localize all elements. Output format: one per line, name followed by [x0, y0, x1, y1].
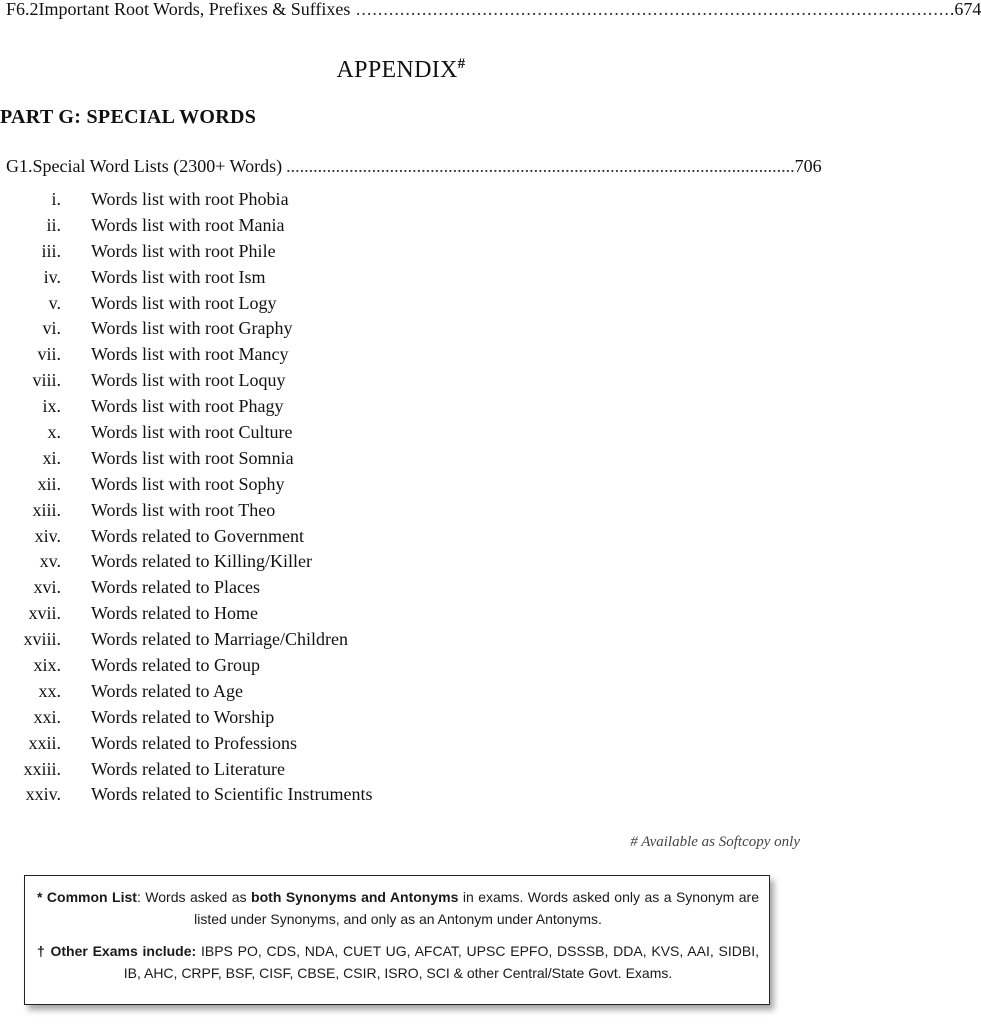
word-list-index [0, 186, 560, 807]
list-item[interactable] [0, 704, 560, 730]
list-item-label: Words list with root Phagy [91, 396, 284, 417]
list-item-numeral: iv. [43, 266, 61, 287]
softcopy-note: # Available as Softcopy only [630, 834, 800, 850]
list-item-numeral: viii. [32, 370, 61, 391]
list-item-label: Words related to Worship [91, 706, 275, 727]
list-item[interactable] [0, 419, 560, 445]
list-item-numeral: xi. [42, 447, 61, 468]
list-item-numeral: vi. [42, 318, 61, 339]
list-item-label: Words related to Group [91, 655, 261, 676]
list-item[interactable] [0, 471, 560, 497]
list-item[interactable] [0, 445, 560, 471]
list-item[interactable] [0, 367, 560, 393]
list-item-numeral: xx. [38, 680, 61, 701]
list-item-label: Words list with root Phobia [91, 189, 289, 209]
list-item[interactable] [0, 626, 560, 652]
list-item-label: Words list with root Logy [91, 292, 277, 313]
list-item-numeral: xxii. [28, 732, 61, 753]
list-item-label: Words related to Age [91, 680, 244, 701]
list-item[interactable] [0, 341, 560, 367]
list-item[interactable] [0, 315, 560, 341]
list-item-label: Words list with root Culture [91, 422, 293, 443]
common-star: * [37, 889, 47, 905]
list-item[interactable] [0, 678, 560, 704]
list-item-numeral: ii. [46, 214, 61, 235]
list-item-numeral: xix. [33, 655, 61, 676]
list-item[interactable] [0, 781, 560, 807]
list-item-label: Words related to Marriage/Children [91, 629, 348, 650]
list-item-label: Words related to Literature [91, 758, 285, 779]
list-item-numeral: xxiv. [25, 784, 61, 805]
list-item-numeral: xii. [37, 473, 61, 494]
toc-number: G1. [6, 156, 33, 176]
list-item-numeral: xv. [39, 551, 61, 572]
appendix-mark: # [457, 56, 466, 72]
list-item-numeral: vii. [37, 344, 61, 365]
list-item[interactable] [0, 290, 560, 316]
list-item[interactable] [0, 730, 560, 756]
list-item[interactable] [0, 652, 560, 678]
list-item[interactable] [0, 548, 560, 574]
appendix-heading [0, 56, 802, 84]
list-item-numeral: xiii. [32, 499, 61, 520]
list-item-label: Words list with root Mania [91, 214, 285, 235]
list-item-label: Words related to Home [91, 603, 259, 624]
list-item-label: Words list with root Loquy [91, 370, 286, 391]
other-exams-label: † Other Exams include: [37, 943, 197, 959]
list-item[interactable] [0, 497, 560, 523]
list-item-label: Words list with root Phile [91, 240, 276, 261]
list-item[interactable] [0, 264, 560, 290]
list-item-label: Words list with root Somnia [91, 447, 294, 468]
list-item-numeral: x. [47, 422, 61, 443]
toc-entry-g1[interactable] [6, 153, 822, 179]
common-text-rest: in exams. Words asked only as a Synonym are listed under Synonyms, and only as an Antonym under Antonyms. [194, 889, 759, 927]
list-item-numeral: xxiii. [23, 758, 61, 779]
list-item-label: Words related to Killing/Killer [91, 551, 313, 572]
other-exams-note [37, 940, 759, 984]
list-item[interactable] [0, 212, 560, 238]
list-item-numeral: iii. [41, 240, 61, 261]
list-item-numeral: ix. [42, 396, 61, 417]
list-item-label: Words list with root Mancy [91, 344, 289, 365]
list-item-numeral: xvii. [28, 603, 61, 624]
list-item-numeral: i. [51, 189, 61, 209]
list-item-numeral: xiv. [34, 525, 61, 546]
common-list-label: Common List [46, 889, 137, 905]
list-item[interactable] [0, 238, 560, 264]
list-item-label: Words list with root Theo [91, 499, 276, 520]
list-item[interactable] [0, 600, 560, 626]
toc-number: F6.2 [6, 0, 39, 19]
common-text: : Words asked as [136, 889, 252, 905]
list-item-label: Words related to Places [91, 577, 260, 598]
list-item[interactable] [0, 574, 560, 600]
list-item-label: Words list with root Graphy [91, 318, 293, 339]
part-heading: PART G: SPECIAL WORDS [0, 106, 257, 128]
list-item-label: Words related to Scientific Instruments [91, 784, 373, 805]
toc-page-number: 706 [794, 156, 822, 176]
list-item-numeral: xxi. [33, 706, 61, 727]
list-item-numeral: xviii. [23, 629, 61, 650]
info-box [24, 875, 770, 1005]
list-item-label: Words related to Government [91, 525, 304, 546]
toc-page-number: .674 [949, 0, 981, 19]
list-item-label: Words list with root Sophy [91, 473, 285, 494]
list-item-numeral: xvi. [33, 577, 61, 598]
toc-entry-f6-2[interactable] [6, 0, 981, 22]
dot-leader: ............................................................................................................ [350, 0, 950, 19]
list-item[interactable] [0, 756, 560, 782]
list-item-numeral: v. [48, 292, 61, 313]
other-exams-text: IBPS PO, CDS, NDA, CUET UG, AFCAT, UPSC EPFO, DSSSB, DDA, KVS, AAI, SIDBI, IB, AHC, CRPF, BSF, CISF, CBSE, CSIR, ISRO, SCI & other Central/State Govt. Exams. [123, 943, 759, 981]
toc-title: Important Root Words, Prefixes & Suffixes [38, 0, 351, 19]
common-list-note [37, 886, 759, 930]
toc-title: Special Word Lists (2300+ Words) [32, 156, 283, 176]
list-item[interactable] [0, 523, 560, 549]
list-item[interactable] [0, 393, 560, 419]
appendix-title: APPENDIX [336, 57, 458, 83]
list-item[interactable] [0, 186, 560, 212]
common-bold-text: both Synonyms and Antonyms [251, 889, 459, 905]
dot-leader: ................................................................................................................. [286, 156, 795, 176]
list-item-label: Words list with root Ism [91, 266, 266, 287]
list-item-label: Words related to Professions [91, 732, 298, 753]
